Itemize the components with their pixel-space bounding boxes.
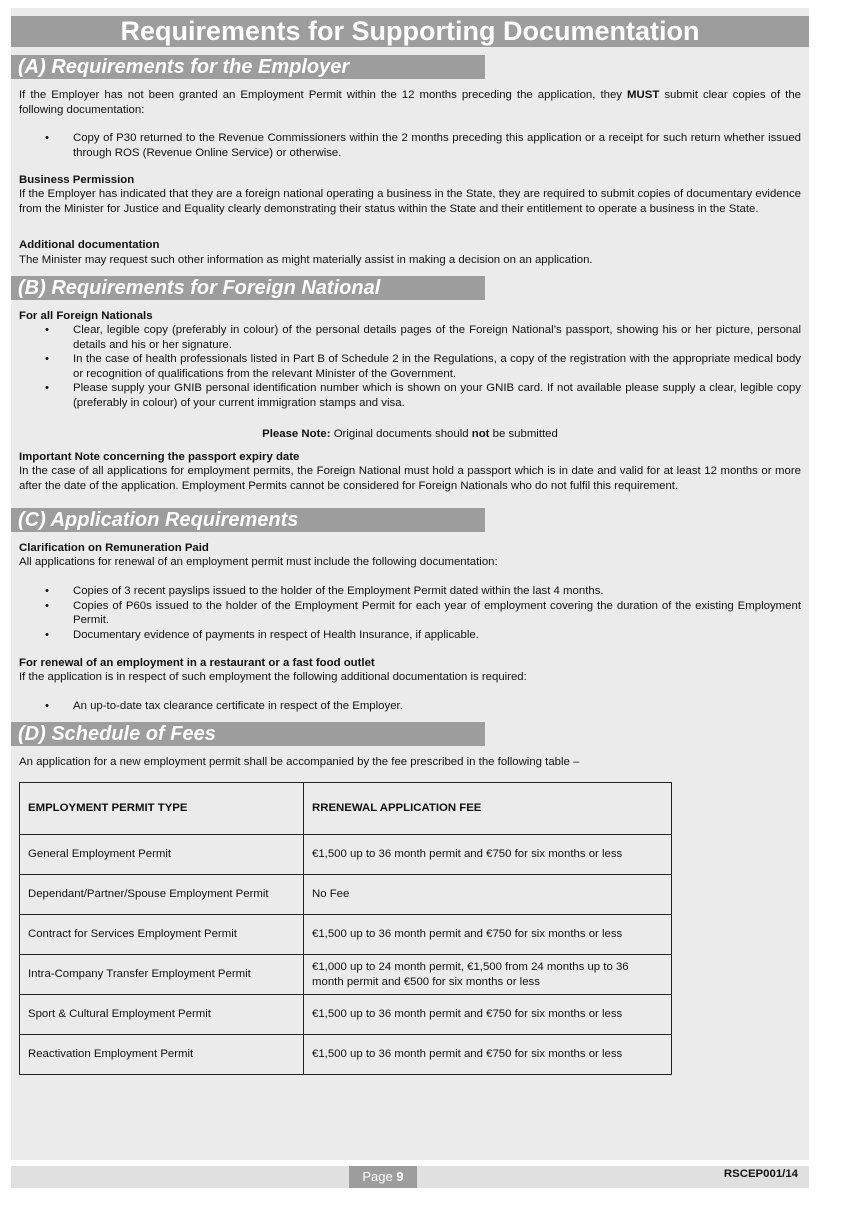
fees-intro: An application for a new employment permit shall be accompanied by the fee prescribed in the following table –	[19, 756, 580, 768]
restaurant-text: If the application is in respect of such employment the following additional documentation is required:	[19, 671, 527, 683]
permit-type-cell: Intra-Company Transfer Employment Permit	[20, 955, 304, 995]
list-item: • In the case of health professionals listed in Part B of Schedule 2 in the Regulations, a copy of the registration with the appropriate medical body or recognition of qualifications from the relevant Minister of the Government.	[19, 352, 801, 381]
list-item: • An up-to-date tax clearance certificate in respect of the Employer.	[19, 699, 801, 714]
table-row	[20, 955, 672, 995]
table-row	[20, 875, 672, 915]
additional-documentation-text: The Minister may request such other information as might materially assist in making a decision on an application.	[19, 254, 593, 266]
column-header-permit-type: EMPLOYMENT PERMIT TYPE	[20, 783, 304, 835]
passport-note-text: In the case of all applications for employment permits, the Foreign National must hold a passport which is in date and valid for at least 12 months or more after the date of the application. Employment Permits cannot be considered for Foreign Nationals who do not fulfil this requirement.	[19, 465, 801, 492]
list-item: • Please supply your GNIB personal identification number which is shown on your GNIB card. If not available please supply a clear, legible copy (preferably in colour) of your current immigration stamps and visa.	[19, 381, 801, 410]
permit-type-cell: Contract for Services Employment Permit	[20, 915, 304, 955]
not-emphasis: not	[471, 428, 490, 440]
foreign-nationals-heading: For all Foreign Nationals	[19, 310, 153, 322]
permit-type-cell: Sport & Cultural Employment Permit	[20, 995, 304, 1035]
fee-cell: No Fee	[304, 875, 672, 915]
fee-cell: €1,000 up to 24 month permit, €1,500 from 24 months up to 36 month permit and €500 for six months or less	[304, 955, 672, 995]
section-a-heading: (A) Requirements for the Employer	[11, 55, 485, 79]
note-text: Original documents should	[330, 428, 472, 440]
restaurant-heading: For renewal of an employment in a restaurant or a fast food outlet	[19, 657, 375, 669]
note-text-end: be submitted	[489, 428, 558, 440]
remuneration-heading: Clarification on Remuneration Paid	[19, 542, 209, 554]
please-note	[19, 427, 801, 442]
business-permission-text: If the Employer has indicated that they are a foreign national operating a business in the State, they are required to submit copies of documentary evidence from the Minister for Justice and Equality clearly demonstrating their status within the State and their entitlement to operate a business in the State.	[19, 188, 801, 215]
table-row	[20, 915, 672, 955]
must-emphasis: MUST	[627, 89, 660, 101]
column-header-fee: RRENEWAL APPLICATION FEE	[304, 783, 672, 835]
list-item: • Copy of P30 returned to the Revenue Commissioners within the 2 months preceding this application or a receipt for such return whether issued through ROS (Revenue Online Service) or otherwise.	[19, 131, 801, 160]
business-permission-heading: Business Permission	[19, 174, 135, 186]
page-title: Requirements for Supporting Documentation	[11, 16, 809, 47]
list-item: • Documentary evidence of payments in respect of Health Insurance, if applicable.	[19, 628, 801, 643]
fee-cell: €1,500 up to 36 month permit and €750 for six months or less	[304, 995, 672, 1035]
list-item: • Clear, legible copy (preferably in colour) of the personal details pages of the Foreign National’s passport, showing his or her picture, personal details and his or her signature.	[19, 323, 801, 352]
note-label: Please Note:	[262, 428, 331, 440]
document-code: RSCEP001/14	[723, 1168, 798, 1180]
intro-text-end: submit clear copies of the following documentation:	[19, 89, 802, 116]
fee-cell: €1,500 up to 36 month permit and €750 for six months or less	[304, 835, 672, 875]
table-header-row	[20, 783, 672, 835]
section-a-bullets	[19, 131, 801, 160]
page-number-value: 9	[396, 1169, 404, 1184]
fees-table	[19, 782, 672, 1075]
restaurant-bullets	[19, 699, 801, 714]
intro-text: If the Employer has not been granted an Employment Permit within the 12 months preceding the application, they	[19, 89, 628, 101]
remuneration-text: All applications for renewal of an employment permit must include the following documentation:	[19, 556, 498, 568]
section-a-intro	[19, 88, 801, 117]
page-number	[349, 1166, 417, 1188]
table-row	[20, 835, 672, 875]
page-label: Page	[362, 1169, 393, 1184]
section-b-bullets	[19, 323, 801, 410]
passport-note-heading: Important Note concerning the passport expiry date	[19, 451, 300, 463]
list-item: • Copies of P60s issued to the holder of the Employment Permit for each year of employment covering the duration of the existing Employment Permit.	[19, 599, 801, 628]
list-item: • Copies of 3 recent payslips issued to the holder of the Employment Permit dated within the last 4 months.	[19, 584, 801, 599]
table-row	[20, 995, 672, 1035]
additional-documentation-heading: Additional documentation	[19, 239, 160, 251]
permit-type-cell: Dependant/Partner/Spouse Employment Permit	[20, 875, 304, 915]
section-c-bullets	[19, 584, 801, 642]
document-page	[11, 8, 809, 1160]
permit-type-cell: Reactivation Employment Permit	[20, 1035, 304, 1075]
table-row	[20, 1035, 672, 1075]
fee-cell: €1,500 up to 36 month permit and €750 for six months or less	[304, 1035, 672, 1075]
fee-cell: €1,500 up to 36 month permit and €750 for six months or less	[304, 915, 672, 955]
section-c-heading: (C) Application Requirements	[11, 508, 485, 532]
section-d-heading: (D) Schedule of Fees	[11, 722, 485, 746]
section-b-heading: (B) Requirements for Foreign National	[11, 276, 485, 300]
permit-type-cell: General Employment Permit	[20, 835, 304, 875]
